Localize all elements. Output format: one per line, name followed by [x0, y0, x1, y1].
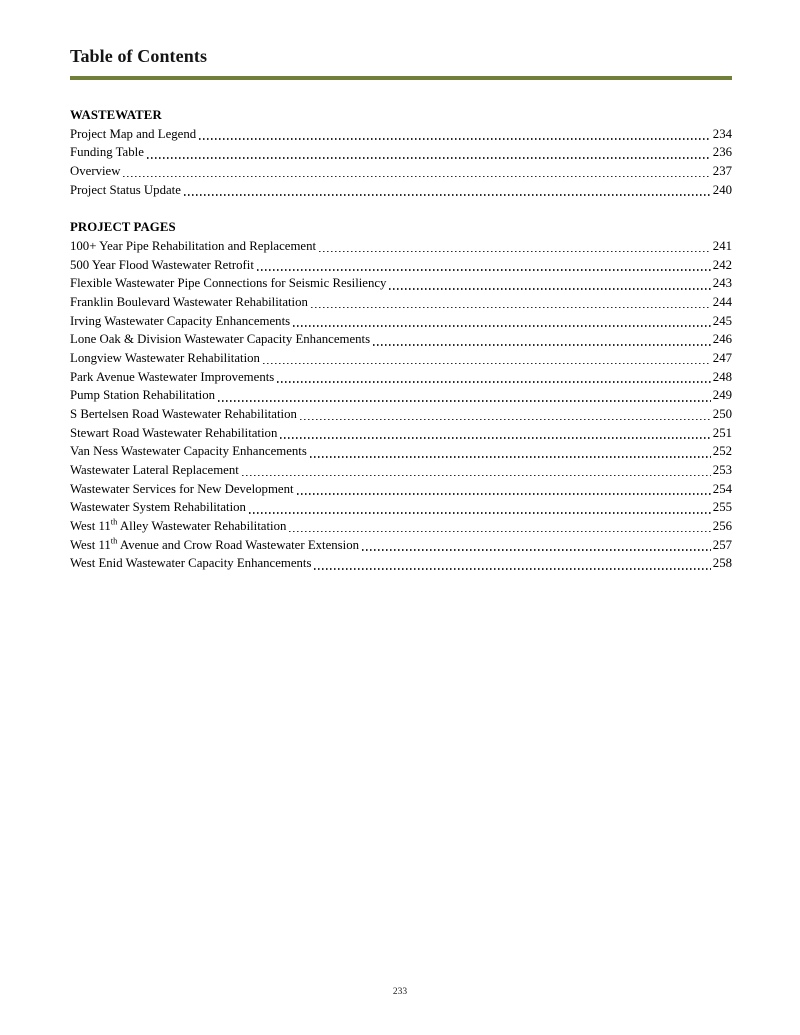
- toc-entry-title: Flexible Wastewater Pipe Connections for Seismic Resiliency: [70, 276, 387, 291]
- dot-leader-icon: [218, 400, 711, 402]
- dot-leader-icon: [362, 549, 711, 551]
- toc-entry-title: Lone Oak & Division Wastewater Capacity Enhancements: [70, 332, 371, 347]
- dot-leader-icon: [311, 307, 711, 309]
- toc-entry-page: 240: [712, 182, 732, 197]
- toc-entry[interactable]: [70, 386, 732, 405]
- dot-leader-icon: [263, 363, 711, 365]
- toc-entry-title: West Enid Wastewater Capacity Enhancements: [70, 556, 312, 571]
- toc-entry[interactable]: [70, 125, 732, 144]
- dot-leader-icon: [293, 325, 711, 327]
- toc-entry-page: 242: [712, 257, 732, 272]
- dot-leader-icon: [300, 419, 711, 421]
- toc-entry-page: 247: [712, 351, 732, 366]
- toc-entry[interactable]: [70, 405, 732, 424]
- section-heading: PROJECT PAGES: [70, 220, 176, 235]
- dot-leader-icon: [373, 344, 711, 346]
- toc-entry-title: Longview Wastewater Rehabilitation: [70, 351, 260, 366]
- toc-entry-page: 236: [712, 145, 732, 160]
- toc-entry[interactable]: [70, 442, 732, 461]
- toc-entry[interactable]: [70, 536, 732, 555]
- toc-entry-title: Franklin Boulevard Wastewater Rehabilitation: [70, 295, 308, 310]
- dot-leader-icon: [249, 512, 711, 514]
- dot-leader-icon: [314, 568, 710, 570]
- toc-entry[interactable]: [70, 554, 732, 573]
- dot-leader-icon: [199, 138, 711, 140]
- toc-entry-page: 257: [712, 537, 732, 552]
- toc-entry-page: 245: [712, 313, 732, 328]
- section-heading: WASTEWATER: [70, 108, 162, 122]
- toc-entry-page: 234: [712, 126, 732, 141]
- toc-entry[interactable]: [70, 498, 732, 517]
- toc-entry-page: 237: [712, 164, 732, 179]
- dot-leader-icon: [277, 381, 711, 383]
- toc-entry-page: 255: [712, 500, 732, 515]
- dot-leader-icon: [289, 531, 710, 533]
- toc-entry[interactable]: [70, 424, 732, 443]
- toc-entry-page: 244: [712, 295, 732, 310]
- toc-entry[interactable]: [70, 368, 732, 387]
- toc-entry-page: 249: [712, 388, 732, 403]
- dot-leader-icon: [184, 194, 711, 196]
- toc-entry[interactable]: [70, 293, 732, 312]
- toc-entry-title: Park Avenue Wastewater Improvements: [70, 369, 275, 384]
- toc-entry-title: Irving Wastewater Capacity Enhancements: [70, 313, 291, 328]
- toc-entry-page: 248: [712, 369, 732, 384]
- toc-entry-title: Project Status Update: [70, 182, 181, 197]
- toc-entry[interactable]: [70, 461, 732, 480]
- dot-leader-icon: [280, 437, 710, 439]
- toc-entry[interactable]: [70, 517, 732, 536]
- dot-leader-icon: [389, 288, 710, 290]
- toc-sections: [70, 106, 732, 573]
- toc-entry-title: West 11th Alley Wastewater Rehabilitation: [70, 516, 287, 534]
- toc-entry-title: Funding Table: [70, 145, 144, 160]
- toc-entry-page: 254: [712, 481, 732, 496]
- dot-leader-icon: [297, 493, 711, 495]
- toc-entry[interactable]: [70, 349, 732, 368]
- toc-entry-page: 258: [712, 556, 732, 571]
- toc-entry-title: Wastewater Lateral Replacement: [70, 463, 239, 478]
- toc-entry-title: Stewart Road Wastewater Rehabilitation: [70, 425, 278, 440]
- toc-entry-title: Pump Station Rehabilitation: [70, 388, 216, 403]
- page-title: Table of Contents: [70, 46, 208, 66]
- toc-entry[interactable]: [70, 480, 732, 499]
- title-rule: [70, 76, 732, 80]
- toc-entry-title: Wastewater System Rehabilitation: [70, 500, 246, 515]
- toc-entry-page: 243: [712, 276, 732, 291]
- dot-leader-icon: [319, 251, 711, 253]
- toc-entry-title: 500 Year Flood Wastewater Retrofit: [70, 257, 254, 272]
- dot-leader-icon: [257, 269, 711, 271]
- toc-entry[interactable]: [70, 162, 732, 181]
- dot-leader-icon: [147, 157, 711, 159]
- toc-entry[interactable]: [70, 237, 732, 256]
- toc-entry-title: 100+ Year Pipe Rehabilitation and Replacement: [70, 239, 317, 254]
- toc-entry-title: Project Map and Legend: [70, 126, 197, 141]
- toc-entry-title: S Bertelsen Road Wastewater Rehabilitation: [70, 407, 297, 422]
- toc-entry-title: Van Ness Wastewater Capacity Enhancements: [70, 444, 307, 459]
- toc-entry-title: Overview: [70, 164, 121, 179]
- toc-entry[interactable]: [70, 330, 732, 349]
- toc-entry-page: 241: [712, 239, 732, 254]
- toc-entry[interactable]: [70, 143, 732, 162]
- dot-leader-icon: [123, 176, 710, 178]
- toc-entry-title: Wastewater Services for New Development: [70, 481, 294, 496]
- footer-page-number: 233: [392, 987, 408, 997]
- toc-entry[interactable]: [70, 312, 732, 331]
- toc-entry-page: 252: [712, 444, 732, 459]
- toc-section: [70, 106, 732, 199]
- toc-entry[interactable]: [70, 181, 732, 200]
- toc-entry-page: 253: [712, 463, 732, 478]
- toc-entry-title: West 11th Avenue and Crow Road Wastewater Extension: [70, 535, 359, 552]
- section-rows: [70, 237, 732, 573]
- toc-entry-page: 256: [712, 519, 732, 534]
- toc-entry[interactable]: [70, 256, 732, 275]
- toc-section: [70, 218, 732, 573]
- dot-leader-icon: [310, 456, 711, 458]
- toc-entry-page: 250: [712, 407, 732, 422]
- toc-entry-page: 251: [712, 425, 732, 440]
- section-rows: [70, 125, 732, 200]
- toc-entry-page: 246: [712, 332, 732, 347]
- dot-leader-icon: [242, 475, 711, 477]
- toc-entry[interactable]: [70, 274, 732, 293]
